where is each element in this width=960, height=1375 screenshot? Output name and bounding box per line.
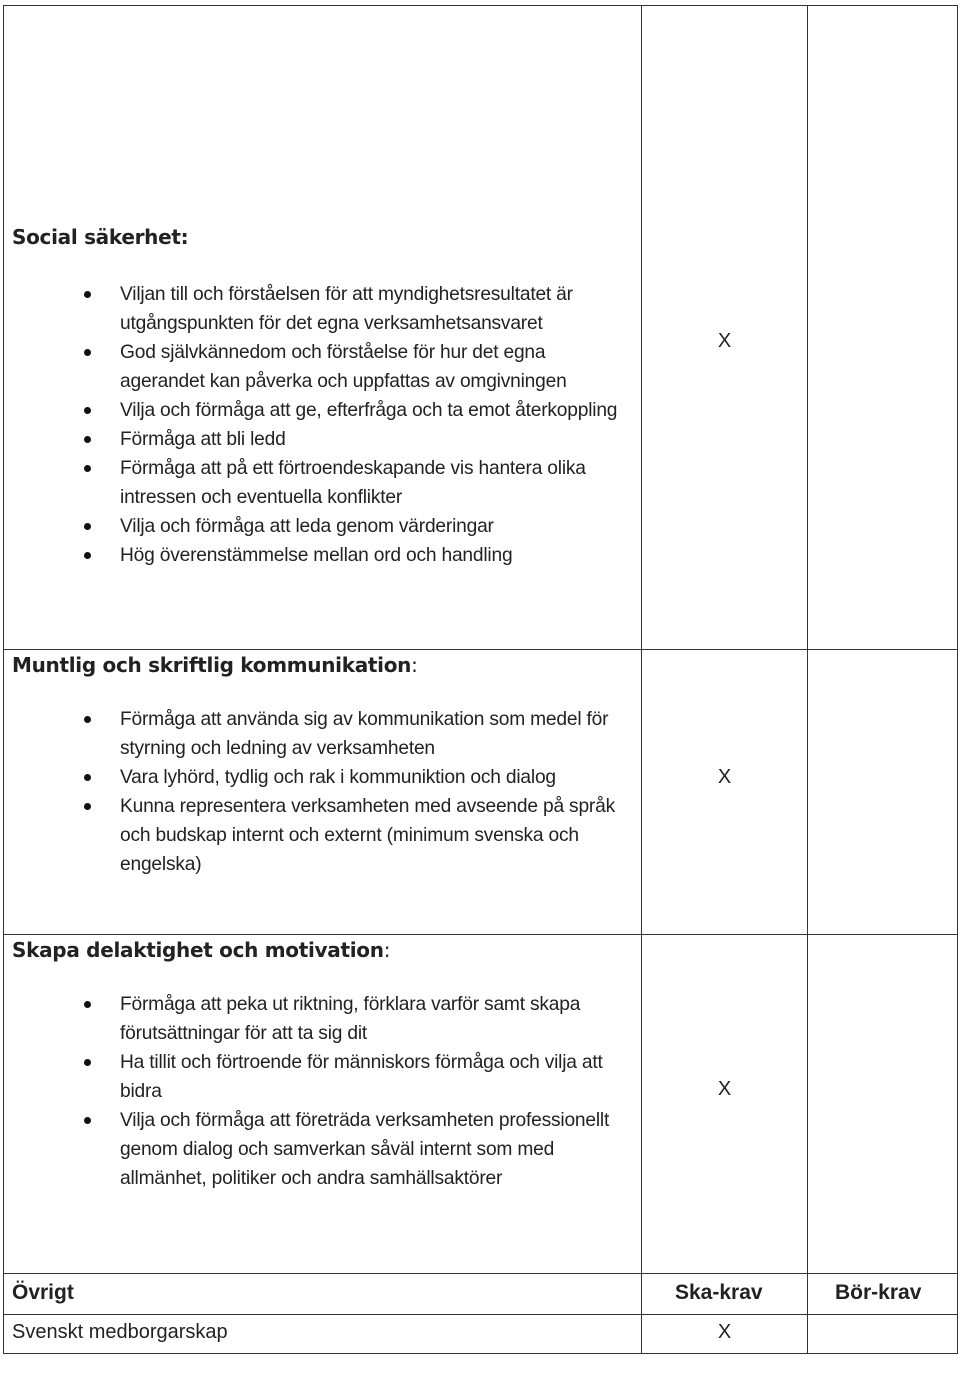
other-row-label: Svenskt medborgarskap [12,1321,228,1343]
ska-krav-mark: X [717,766,732,788]
section-title: Social säkerhet: [12,225,189,249]
ska-krav-mark: X [717,330,732,352]
list-item: Vilja och förmåga att leda genom värderingar [4,512,630,541]
list-item: Förmåga att använda sig av kommunikation som medel för styrning och ledning av verksamheten [4,705,630,763]
list-item: Hög överenstämmelse mellan ord och handling [4,541,630,570]
list-item: Vilja och förmåga att företräda verksamheten professionellt genom dialog och samverkan såväl internt som med allmänhet, politiker och andra samhällsaktörer [4,1106,630,1193]
bor-krav-header: Bör-krav [835,1281,922,1304]
list-item: Förmåga att bli ledd [4,425,630,454]
bor-krav-cell [808,650,958,935]
section-row-delaktighet [4,935,958,1274]
list-item: Vilja och förmåga att ge, efterfråga och ta emot återkoppling [4,396,630,425]
other-row [4,1315,958,1354]
list-item: Förmåga att peka ut riktning, förklara varför samt skapa förutsättningar för att ta sig dit [4,990,630,1048]
other-header-label: Övrigt [12,1281,74,1304]
section-description-cell [4,935,642,1274]
list-item: Viljan till och förståelsen för att myndighetsresultatet är utgångspunkten för det egna verksamhetsansvaret [4,280,630,338]
bor-krav-cell [808,935,958,1274]
bor-krav-header-cell [808,1274,958,1315]
bor-krav-cell [808,6,958,650]
section-description-cell [4,650,642,935]
ska-krav-cell [642,650,808,935]
other-header-row [4,1274,958,1315]
other-row-label-cell [4,1315,642,1354]
section-item-list [4,990,630,1193]
list-item: Kunna representera verksamheten med avseende på språk och budskap internt och externt (minimum svenska och engelska) [4,792,630,879]
section-row-social-sakerhet [4,6,958,650]
requirements-table [3,5,958,1354]
ska-krav-mark: X [717,1321,732,1343]
ska-krav-cell [642,1315,808,1354]
other-header-label-cell [4,1274,642,1315]
ska-krav-mark: X [717,1078,732,1100]
ska-krav-header: Ska-krav [675,1281,763,1304]
section-title: Muntlig och skriftlig kommunikation: [12,653,418,677]
section-item-list [4,280,630,570]
ska-krav-cell [642,6,808,650]
list-item: Ha tillit och förtroende för människors förmåga och vilja att bidra [4,1048,630,1106]
section-title: Skapa delaktighet och motivation: [12,938,391,962]
ska-krav-header-cell [642,1274,808,1315]
list-item: Vara lyhörd, tydlig och rak i kommuniktion och dialog [4,763,630,792]
list-item: God självkännedom och förståelse för hur det egna agerandet kan påverka och uppfattas av omgivningen [4,338,630,396]
ska-krav-cell [642,935,808,1274]
list-item: Förmåga att på ett förtroendeskapande vis hantera olika intressen och eventuella konflikter [4,454,630,512]
bor-krav-cell [808,1315,958,1354]
section-description-cell [4,6,642,650]
section-item-list [4,705,630,879]
section-row-kommunikation [4,650,958,935]
